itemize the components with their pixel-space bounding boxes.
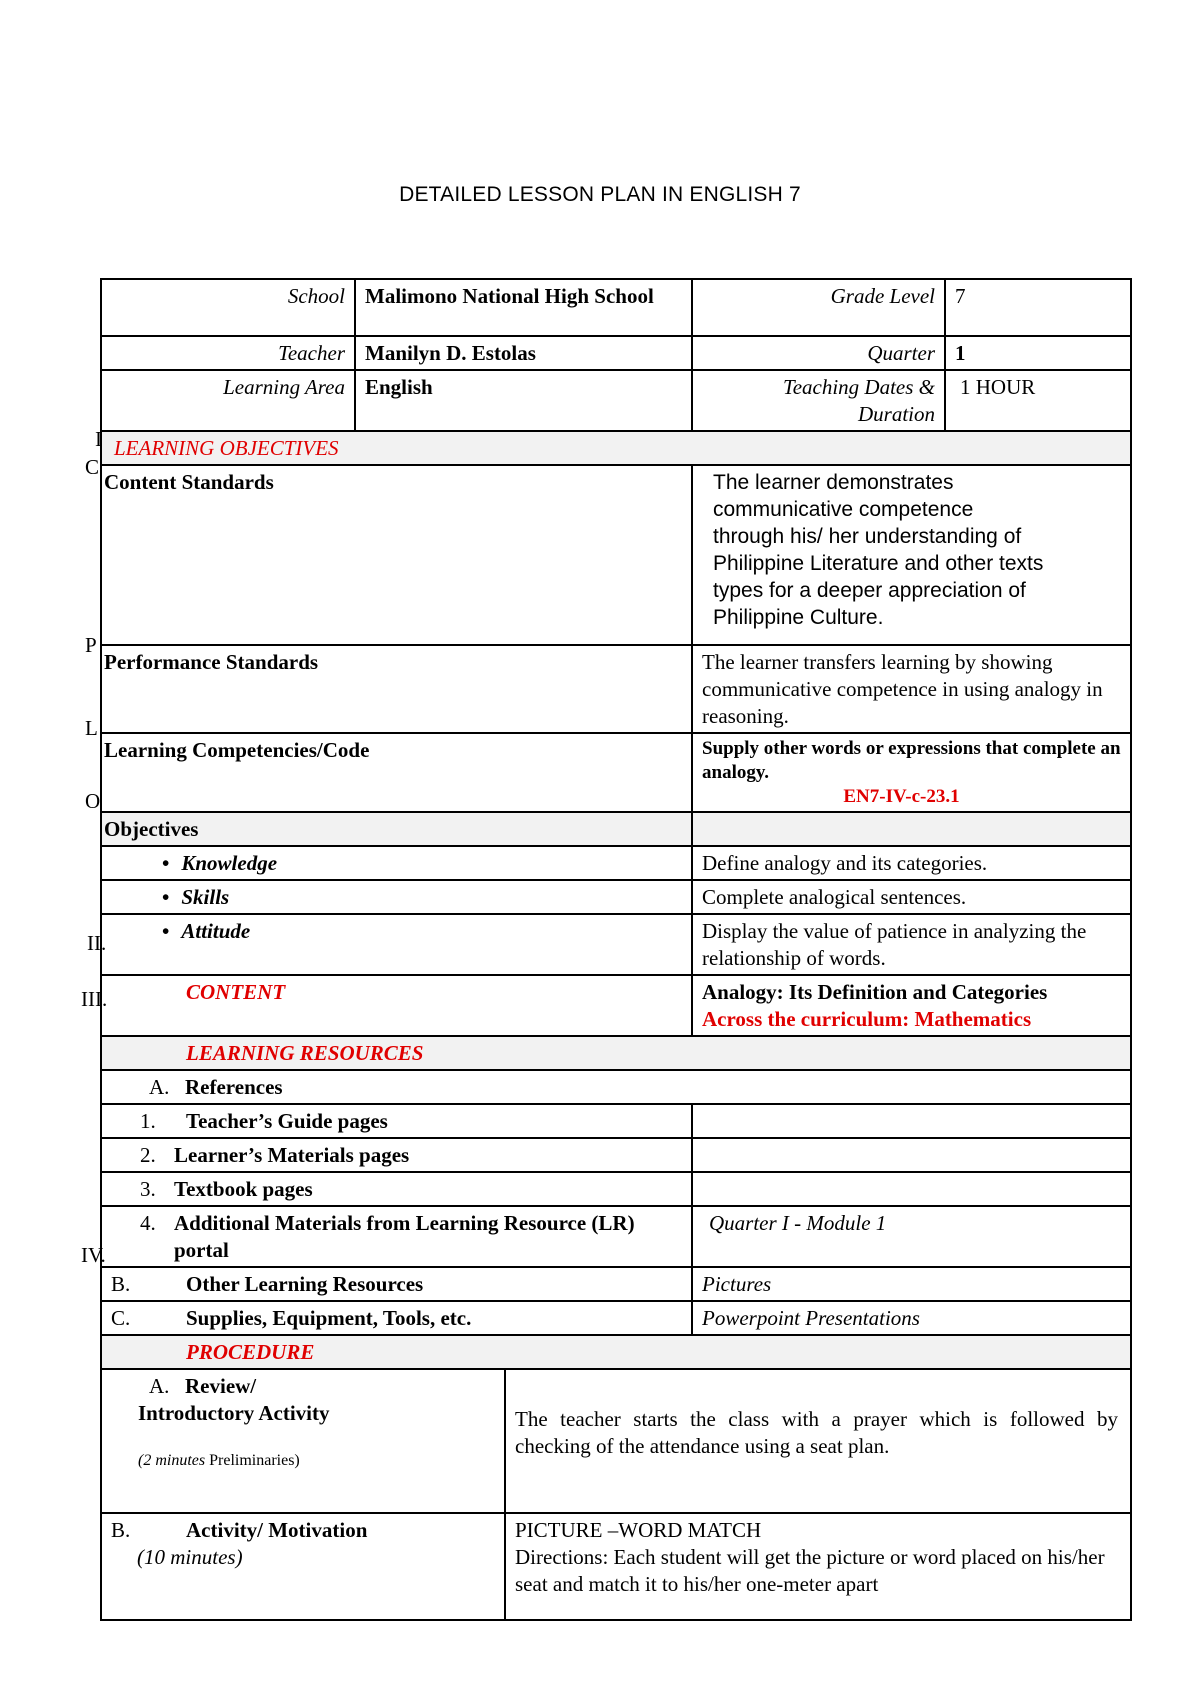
other-letter: B.: [111, 1272, 131, 1296]
resource-num: 2.: [140, 1143, 156, 1167]
content-cell: [692, 975, 1131, 1036]
lesson-plan-table: [100, 278, 1130, 1621]
row-letter: C: [85, 455, 100, 479]
resource-value: [692, 1172, 1131, 1206]
procedure-table: [100, 1368, 1132, 1621]
knowledge-row: [101, 846, 692, 880]
review-label-2: Introductory Activity: [138, 1401, 330, 1425]
row-letter: O: [85, 789, 101, 813]
performance-standards-label: Performance Standards: [101, 645, 692, 733]
area-label: Learning Area: [101, 370, 355, 431]
objectives-heading: LEARNING OBJECTIVES: [101, 431, 1131, 465]
section-numeral: II.: [87, 931, 107, 955]
header-table: [100, 278, 1132, 432]
teacher-label: Teacher: [101, 336, 355, 370]
dates-value: 1 HOUR: [945, 370, 1131, 431]
activity-value: Directions: Each student will get the picture or word placed on his/her seat and match it to his/her one-meter apart: [515, 1545, 1105, 1596]
objectives-empty: [692, 812, 1131, 846]
activity-value-cell: [505, 1513, 1131, 1620]
other-value: Pictures: [692, 1267, 1131, 1301]
bullet-icon: [162, 851, 181, 875]
resource-item-1: [101, 1104, 692, 1138]
resource-item-4: [101, 1206, 692, 1267]
row-letter: P: [85, 633, 97, 657]
objectives-label: Objectives: [101, 812, 692, 846]
resource-num: 3.: [140, 1177, 156, 1201]
activity-label: Activity/ Motivation: [186, 1518, 368, 1542]
area-value: English: [355, 370, 692, 431]
content-standards-label: Content Standards: [101, 465, 692, 645]
grade-value: 7: [945, 279, 1131, 336]
activity-time: (10 minutes): [137, 1545, 243, 1569]
content-value-red: Across the curriculum: Mathematics: [702, 1007, 1032, 1031]
resource-item-3: [101, 1172, 692, 1206]
section-numeral: IV.: [81, 1243, 106, 1267]
supplies-value: Powerpoint Presentations: [692, 1301, 1131, 1335]
resource-label: Additional Materials from Learning Resource (LR) portal: [174, 1211, 635, 1262]
references-letter: A.: [149, 1075, 170, 1099]
review-time: [138, 1447, 495, 1474]
attitude-label: Attitude: [181, 919, 251, 943]
content-heading: CONTENT: [101, 975, 692, 1036]
competency-value: Supply other words or expressions that complete an analogy.: [702, 738, 1121, 783]
school-label: School: [101, 279, 355, 336]
resource-label: Learner’s Materials pages: [174, 1143, 410, 1167]
section-numeral: I.: [95, 427, 108, 451]
resource-num: 4.: [140, 1211, 156, 1235]
resource-value: Quarter I - Module 1: [692, 1206, 1131, 1267]
attitude-value: Display the value of patience in analyzing the relationship of words.: [692, 914, 1131, 975]
grade-label: Grade Level: [692, 279, 945, 336]
activity-cell: [101, 1513, 505, 1620]
review-time-rest: Preliminaries): [209, 1452, 300, 1469]
procedure-heading: PROCEDURE: [101, 1335, 1131, 1369]
bullet-icon: [162, 919, 181, 943]
activity-letter: B.: [111, 1518, 131, 1542]
school-value: Malimono National High School: [355, 279, 692, 336]
other-resources-row: [101, 1267, 692, 1301]
resource-value: [692, 1104, 1131, 1138]
supplies-row: [101, 1301, 692, 1335]
review-cell: [101, 1369, 505, 1513]
quarter-label: Quarter: [692, 336, 945, 370]
competency-code: EN7-IV-c-23.1: [843, 786, 960, 807]
teacher-value: Manilyn D. Estolas: [355, 336, 692, 370]
supplies-letter: C.: [111, 1306, 131, 1330]
review-letter: A.: [149, 1374, 170, 1398]
supplies-label: Supplies, Equipment, Tools, etc.: [186, 1306, 472, 1330]
row-letter: L: [85, 716, 98, 740]
attitude-row: [101, 914, 692, 975]
activity-line: [111, 1517, 495, 1544]
skills-label: Skills: [181, 885, 230, 909]
resources-heading: LEARNING RESOURCES: [101, 1036, 1131, 1070]
main-table: [100, 430, 1132, 1370]
section-numeral: III.: [81, 987, 108, 1011]
review-label-1: Review/: [185, 1374, 257, 1398]
resource-value: [692, 1138, 1131, 1172]
knowledge-label: Knowledge: [181, 851, 278, 875]
resource-item-2: [101, 1138, 692, 1172]
page-title: DETAILED LESSON PLAN IN ENGLISH 7: [399, 183, 801, 206]
bullet-icon: [162, 885, 181, 909]
competency-cell: [692, 733, 1131, 812]
skills-row: [101, 880, 692, 914]
review-value: The teacher starts the class with a prayer which is followed by checking of the attendance using a seat plan.: [505, 1369, 1131, 1513]
references-label: References: [185, 1075, 283, 1099]
resource-label: Textbook pages: [174, 1177, 313, 1201]
competency-label: Learning Competencies/Code: [101, 733, 692, 812]
performance-standards-value: The learner transfers learning by showing communicative competence in using analogy in reasoning.: [692, 645, 1131, 733]
resource-label: Teacher’s Guide pages: [186, 1109, 388, 1133]
activity-title: PICTURE –WORD MATCH: [515, 1518, 762, 1542]
references-row: [101, 1070, 1131, 1104]
other-label: Other Learning Resources: [186, 1272, 424, 1296]
review-line-1: [138, 1373, 495, 1400]
content-standards-value: The learner demonstrates communicative competence through his/ her understanding of Philippine Literature and other texts types for a deeper appreciation of Philippine Culture.: [692, 465, 1131, 645]
review-time-italic: (2 minutes: [138, 1452, 206, 1469]
skills-value: Complete analogical sentences.: [692, 880, 1131, 914]
knowledge-value: Define analogy and its categories.: [692, 846, 1131, 880]
resource-num: 1.: [140, 1109, 156, 1133]
quarter-value: 1: [945, 336, 1131, 370]
dates-label: Teaching Dates & Duration: [692, 370, 945, 431]
content-value: Analogy: Its Definition and Categories: [702, 980, 1048, 1004]
